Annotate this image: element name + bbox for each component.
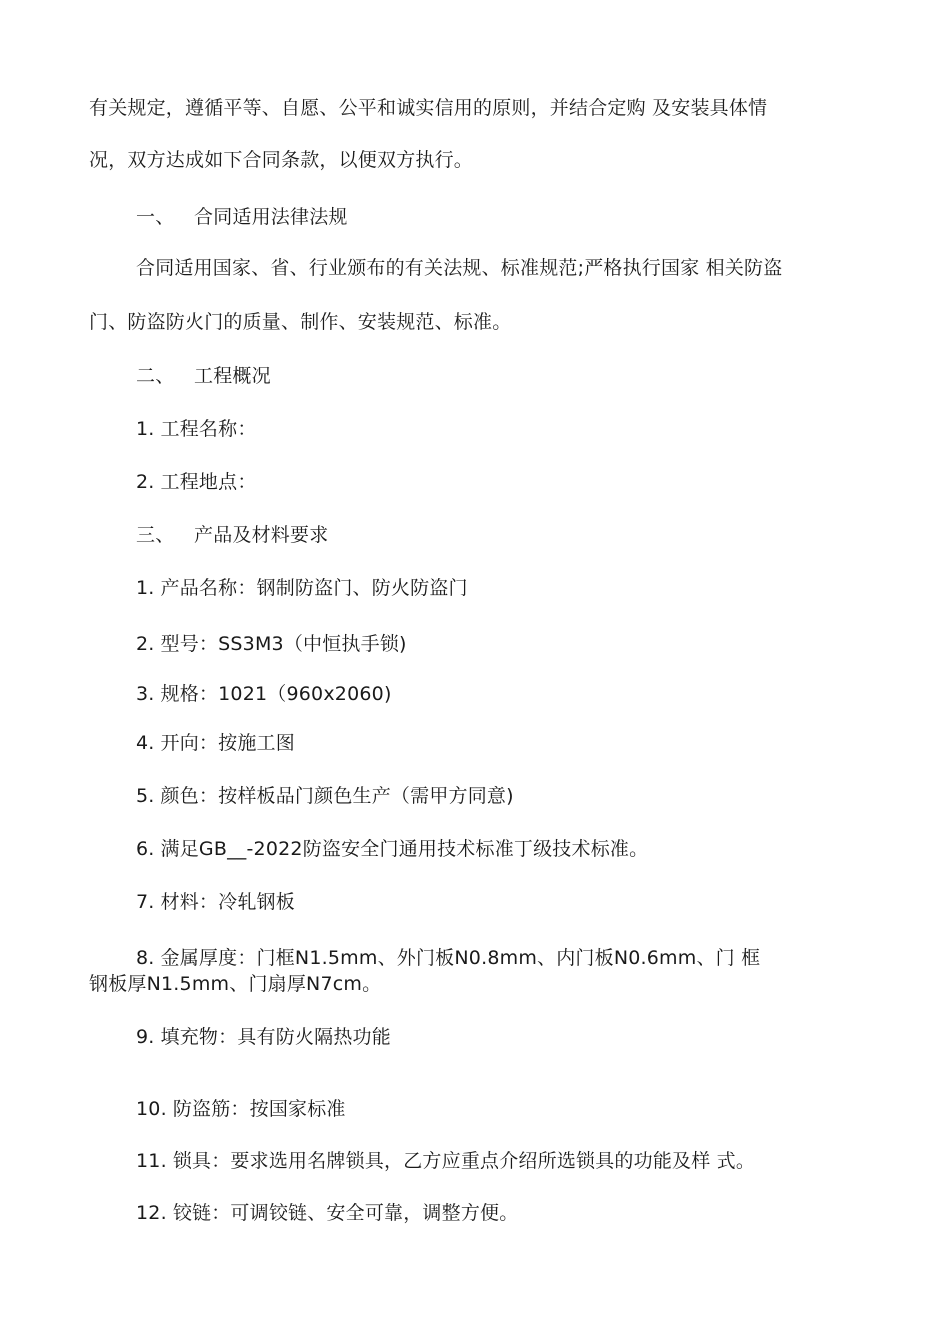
list-item-text: 型号：SS3M3（中恒执手锁) (160, 633, 407, 655)
list-item (136, 416, 257, 442)
list-item-number: 11. (136, 1150, 167, 1172)
list-item-number: 6. (136, 838, 155, 860)
list-item-text: 规格：1021（960x2060) (160, 683, 392, 705)
list-item (136, 730, 295, 756)
section-3-title: 产品及材料要求 (194, 524, 329, 546)
list-item-number: 1. (136, 577, 155, 599)
section-2-number: 二、 (136, 365, 175, 387)
list-item (136, 469, 257, 495)
section-3-heading (136, 522, 328, 548)
list-item (136, 945, 760, 971)
list-item-text: 颜色：按样板品门颜色生产（需甲方同意) (160, 785, 514, 807)
list-item (136, 1024, 391, 1050)
list-item-text: 填充物：具有防火隔热功能 (160, 1026, 391, 1048)
list-item-text: 工程名称： (160, 418, 257, 440)
list-item-text: 锁具：要求选用名牌锁具，乙方应重点介绍所选锁具的功能及样 式。 (172, 1150, 756, 1172)
list-item-number: 7. (136, 891, 155, 913)
section-1-title: 合同适用法律法规 (194, 206, 348, 228)
list-item-number: 1. (136, 418, 155, 440)
list-item (136, 836, 648, 862)
section-2-title: 工程概况 (194, 365, 271, 387)
list-item-number: 12. (136, 1202, 167, 1224)
intro-paragraph-line-1: 有关规定，遵循平等、自愿、公平和诚实信用的原则，并结合定购 及安装具体情 (89, 97, 768, 119)
list-item (136, 1200, 518, 1226)
section-3-number: 三、 (136, 524, 175, 546)
list-item (136, 783, 514, 809)
section-1-heading (136, 204, 348, 230)
intro-paragraph-line-2: 况，双方达成如下合同条款，以便双方执行。 (89, 149, 474, 171)
section-1-number: 一、 (136, 206, 175, 228)
list-item-text: 铰链：可调铰链、安全可靠，调整方便。 (172, 1202, 519, 1224)
list-item-number: 5. (136, 785, 155, 807)
list-item-number: 10. (136, 1098, 167, 1120)
list-item (136, 575, 468, 601)
list-item-text: 材料：冷轧钢板 (160, 891, 295, 913)
list-item (136, 631, 407, 657)
list-item-text: 开向：按施工图 (160, 732, 295, 754)
section-1-body-line-1: 合同适用国家、省、行业颁布的有关法规、标准规范;严格执行国家 相关防盗 (136, 257, 783, 279)
list-item-number: 2. (136, 633, 155, 655)
list-item-text: 防盗筋：按国家标准 (172, 1098, 346, 1120)
list-item-text: 产品名称：钢制防盗门、防火防盗门 (160, 577, 468, 599)
list-item (136, 889, 295, 915)
list-item (136, 681, 392, 707)
list-item (136, 1096, 346, 1122)
list-item (136, 1148, 755, 1174)
list-item-number: 9. (136, 1026, 155, 1048)
list-item-text: 金属厚度：门框N1.5mm、外门板N0.8mm、内门板N0.6mm、门 框 (160, 947, 761, 969)
list-item-number: 4. (136, 732, 155, 754)
list-item-number: 3. (136, 683, 155, 705)
section-2-heading (136, 363, 271, 389)
list-item-continuation: 钢板厚N1.5mm、门扇厚N7cm。 (89, 973, 382, 995)
list-item-number: 8. (136, 947, 155, 969)
list-item-text: 工程地点： (160, 471, 257, 493)
list-item-number: 2. (136, 471, 155, 493)
section-1-body-line-2: 门、防盗防火门的质量、制作、安装规范、标准。 (89, 311, 512, 333)
list-item-text: 满足GB__-2022防盗安全门通用技术标准丁级技术标准。 (160, 838, 649, 860)
